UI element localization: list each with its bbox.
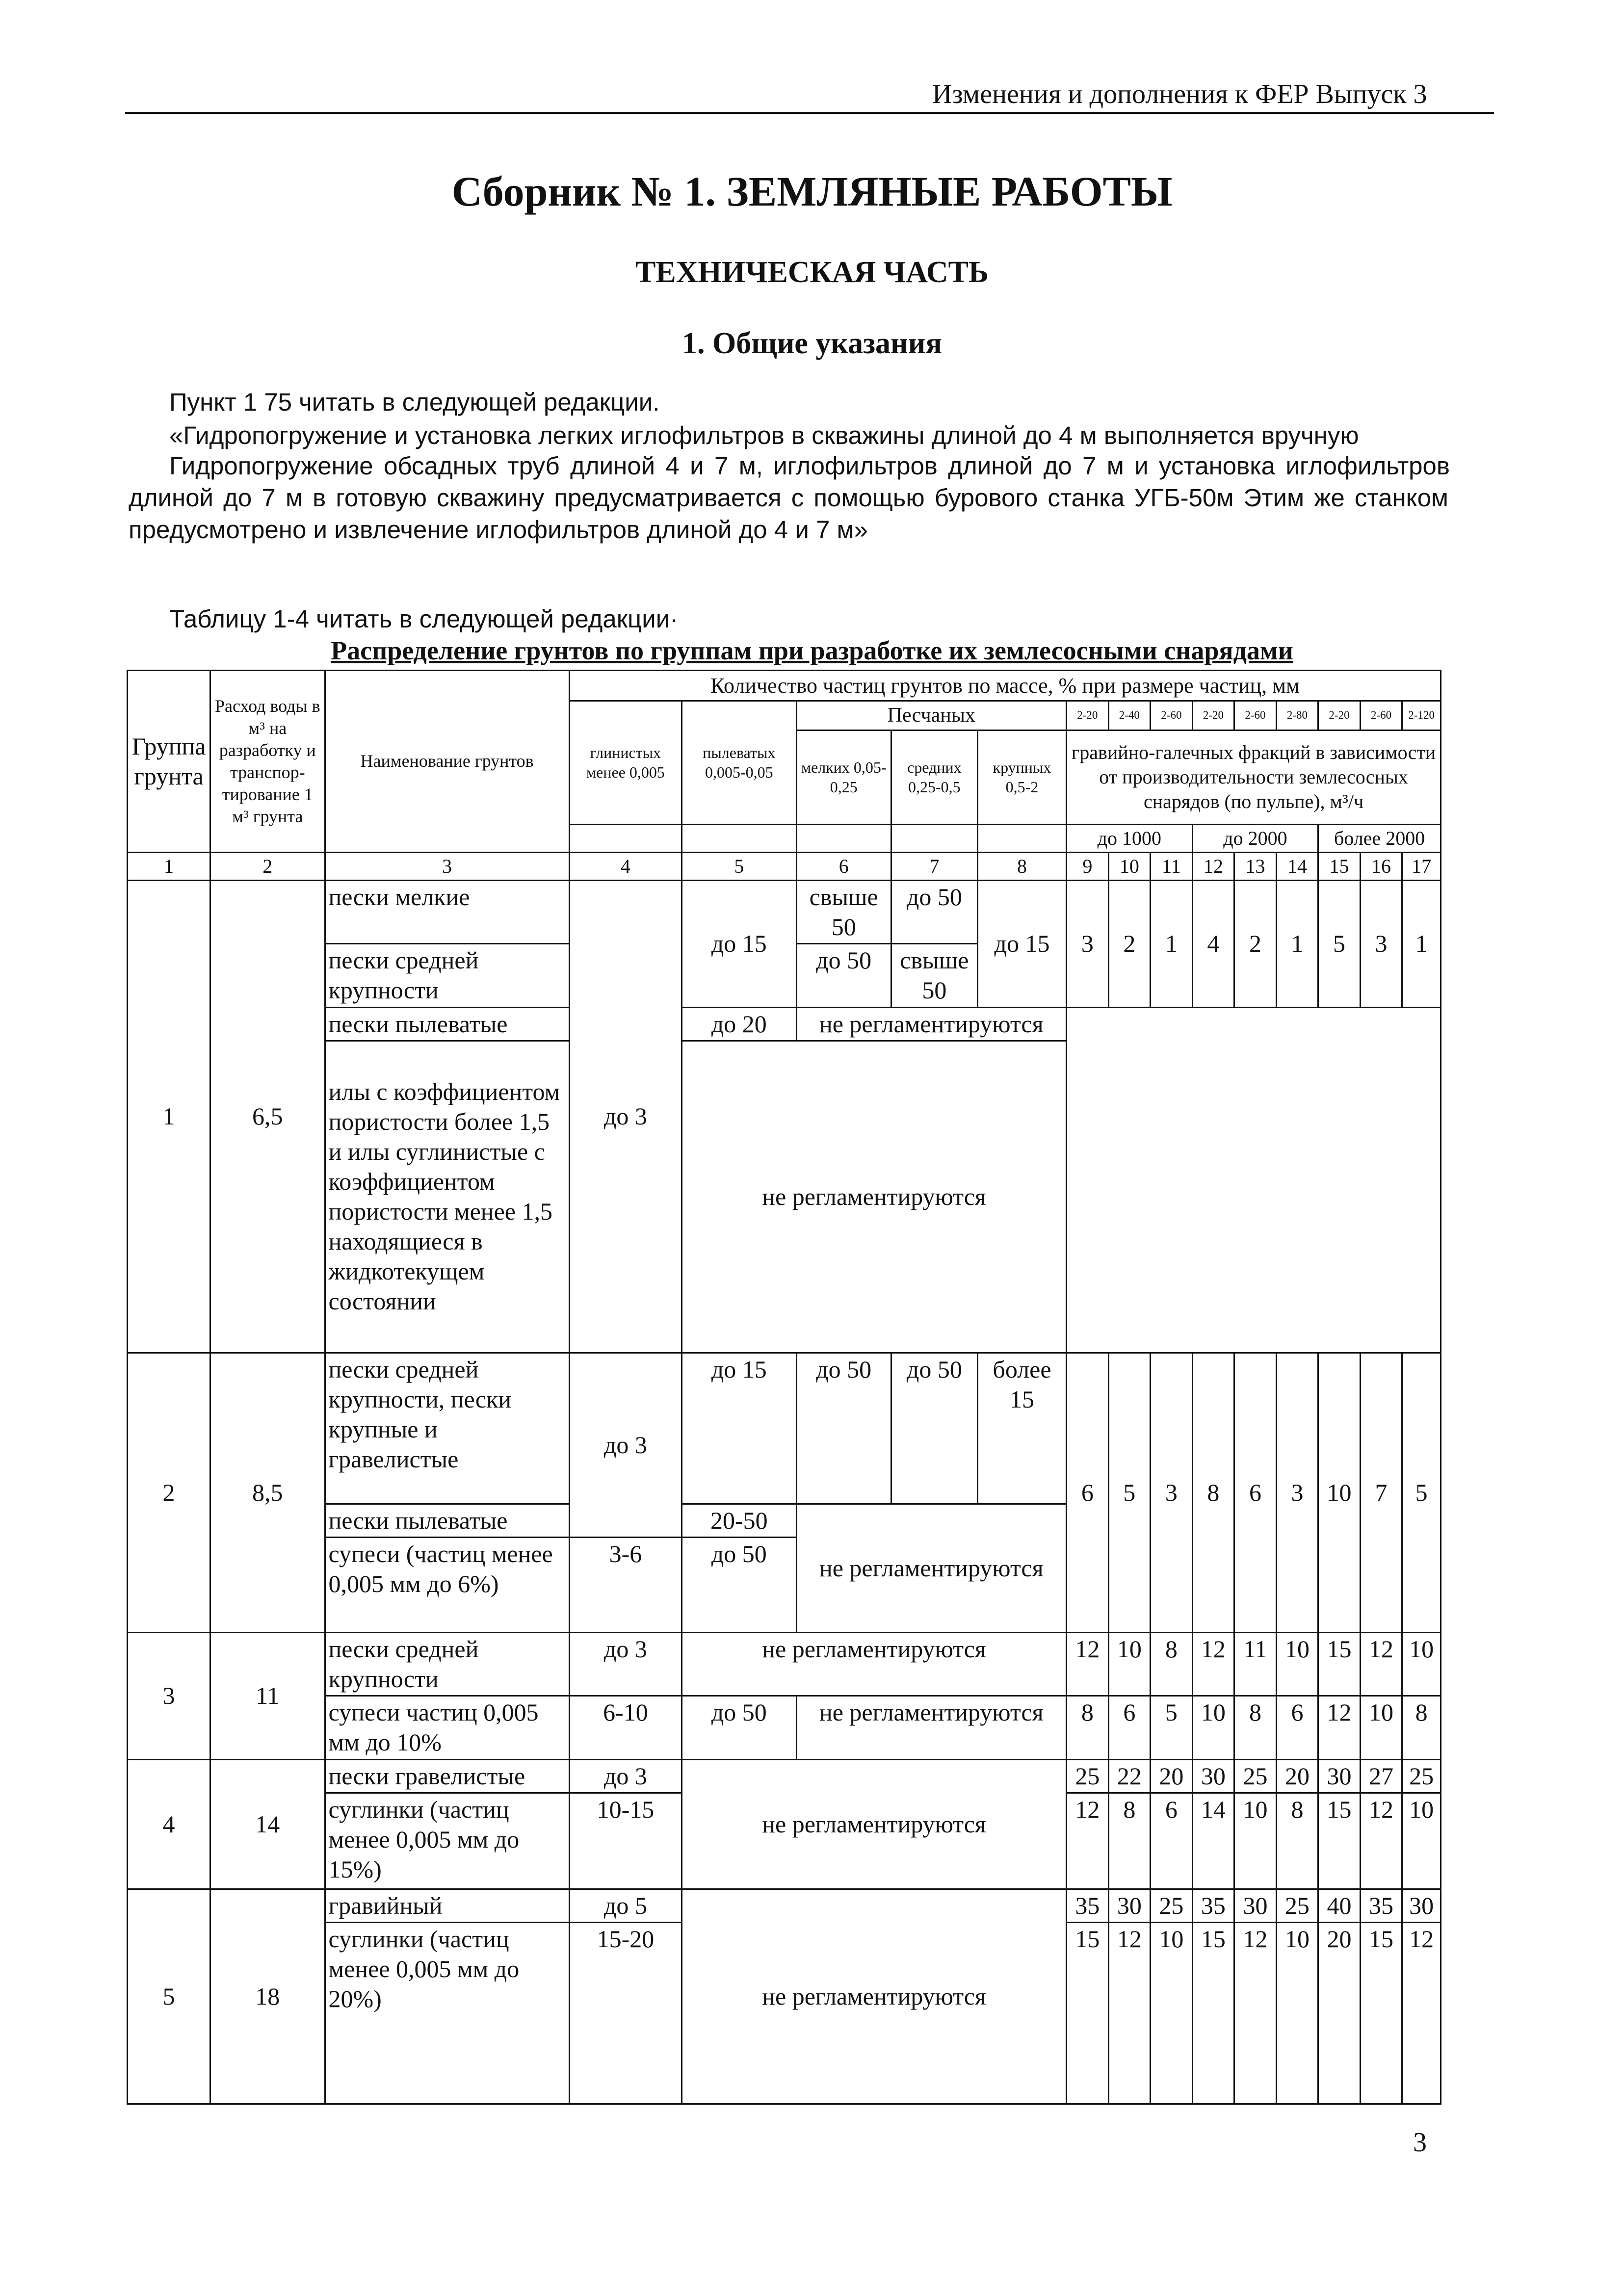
gravel-value: 15 — [1318, 1633, 1361, 1696]
column-number: 9 — [1067, 852, 1109, 880]
gravel-value: 12 — [1360, 1633, 1402, 1696]
column-number: 5 — [682, 852, 796, 880]
group-number: 2 — [128, 1353, 210, 1633]
gravel-value: 12 — [1067, 1793, 1109, 1889]
group-number: 5 — [128, 1889, 210, 2104]
column-number: 16 — [1360, 852, 1402, 880]
header-rule — [125, 112, 1494, 114]
gravel-value: 12 — [1402, 1922, 1441, 2104]
water-consumption: 8,5 — [210, 1353, 325, 1633]
header-sandy: Песчаных — [796, 701, 1066, 731]
soil-name: пески гравелистые — [325, 1759, 569, 1793]
clay-content: до 5 — [569, 1889, 681, 1922]
gravel-value: 30 — [1192, 1759, 1234, 1793]
gravel-value: 35 — [1192, 1889, 1234, 1922]
silt-content: до 50 — [682, 1696, 796, 1759]
not-regulated: не регламентируются — [796, 1504, 1066, 1633]
gravel-value: 15 — [1067, 1922, 1109, 2104]
gravel-value: 15 — [1192, 1922, 1234, 2104]
coarse-sand: до 15 — [977, 880, 1066, 1007]
header-name: Наименование грунтов — [325, 671, 569, 853]
paragraph-line: «Гидропогружение и установка легких иглофильтров в скважины длиной до 4 м выполняется вручную — [169, 421, 1359, 449]
soil-name: супеси частиц 0,005 мм до 10% — [325, 1696, 569, 1759]
gravel-value: 2 — [1108, 880, 1151, 1007]
soil-name: пески пылеватые — [325, 1504, 569, 1538]
empty-cell — [796, 824, 891, 852]
perf-up-to-1000: до 1000 — [1067, 824, 1193, 852]
gravel-value: 8 — [1192, 1353, 1234, 1633]
gravel-value: 12 — [1234, 1922, 1277, 2104]
gravel-value: 6 — [1234, 1353, 1277, 1633]
gravel-value: 10 — [1108, 1633, 1151, 1696]
soil-name: пески средней крупности — [325, 943, 569, 1007]
gravel-value: 30 — [1318, 1759, 1361, 1793]
gravel-value: 10 — [1402, 1633, 1441, 1696]
not-regulated: не регламентируются — [796, 1696, 1066, 1759]
running-header: Изменения и дополнения к ФЕР Выпуск 3 — [932, 79, 1427, 109]
fine-sand: до 50 — [796, 943, 891, 1007]
gravel-value: 15 — [1360, 1922, 1402, 2104]
gravel-value: 7 — [1360, 1353, 1402, 1633]
gravel-size: 2-20 — [1192, 701, 1234, 731]
medium-sand: свыше 50 — [891, 943, 977, 1007]
gravel-value: 6 — [1067, 1353, 1109, 1633]
gravel-size: 2-40 — [1108, 701, 1151, 731]
column-number: 7 — [891, 852, 977, 880]
gravel-value: 2 — [1234, 880, 1277, 1007]
water-consumption: 14 — [210, 1759, 325, 1889]
gravel-value: 6 — [1108, 1696, 1151, 1759]
soil-name: пески мелкие — [325, 880, 569, 943]
gravel-value: 1 — [1276, 880, 1318, 1007]
clay-content: до 3 — [569, 1633, 681, 1696]
page-number: 3 — [1413, 2127, 1427, 2158]
fine-sand: свыше 50 — [796, 880, 891, 943]
soil-name: пески средней крупности — [325, 1633, 569, 1696]
column-number: 15 — [1318, 852, 1361, 880]
gravel-value: 6 — [1151, 1793, 1193, 1889]
soil-name: гравийный — [325, 1889, 569, 1922]
not-regulated: не регламентируются — [682, 1633, 1067, 1696]
gravel-size: 2-20 — [1318, 701, 1361, 731]
clay-content: до 3 — [569, 1759, 681, 1793]
gravel-value: 8 — [1151, 1633, 1193, 1696]
column-number: 12 — [1192, 852, 1234, 880]
header-coarse: крупных 0,5-2 — [977, 730, 1066, 824]
gravel-value: 3 — [1067, 880, 1109, 1007]
empty-cell — [891, 824, 977, 852]
gravel-value: 27 — [1360, 1759, 1402, 1793]
paragraph-line: предусмотрено и извлечение иглофильтров длиной до 4 и 7 м» — [129, 516, 868, 544]
gravel-value: 1 — [1402, 880, 1441, 1007]
clay-content: 6-10 — [569, 1696, 681, 1759]
gravel-size: 2-120 — [1402, 701, 1441, 731]
gravel-value: 10 — [1276, 1633, 1318, 1696]
water-consumption: 18 — [210, 1889, 325, 2104]
soil-name: пески средней крупности, пески крупные и гравелистые — [325, 1353, 569, 1504]
soil-groups-table — [127, 670, 1441, 2105]
silt-content: до 15 — [682, 880, 796, 1007]
gravel-value: 25 — [1151, 1889, 1193, 1922]
header-fine: мелких 0,05-0,25 — [796, 730, 891, 824]
soil-name: пески пылеватые — [325, 1007, 569, 1041]
paragraph-line: длиной до 7 м в готовую скважину предусматривается с помощью бурового станка УГБ-50м Этим же станком — [129, 484, 1448, 512]
gravel-value: 25 — [1402, 1759, 1441, 1793]
gravel-value: 10 — [1276, 1922, 1318, 2104]
gravel-value: 10 — [1402, 1793, 1441, 1889]
gravel-value: 12 — [1318, 1696, 1361, 1759]
gravel-value: 20 — [1151, 1759, 1193, 1793]
gravel-value: 3 — [1151, 1353, 1193, 1633]
silt-content: до 15 — [682, 1353, 796, 1504]
column-number: 2 — [210, 852, 325, 880]
gravel-size: 2-60 — [1234, 701, 1277, 731]
column-number: 13 — [1234, 852, 1277, 880]
empty-cell — [682, 824, 796, 852]
column-number: 1 — [128, 852, 210, 880]
clay-content: 10-15 — [569, 1793, 681, 1889]
page-subtitle: ТЕХНИЧЕСКАЯ ЧАСТЬ — [635, 256, 989, 289]
perf-over-2000: более 2000 — [1318, 824, 1441, 852]
gravel-value: 11 — [1234, 1633, 1277, 1696]
medium-sand: до 50 — [891, 880, 977, 943]
group-number: 1 — [128, 880, 210, 1353]
soil-name: супеси (частиц менее 0,005 мм до 6%) — [325, 1538, 569, 1633]
header-silt: пылеватых 0,005-0,05 — [682, 701, 796, 825]
column-number: 11 — [1151, 852, 1193, 880]
gravel-value: 12 — [1108, 1922, 1151, 2104]
header-gravel: гравийно-галечных фракций в зависимости от производительности землесосных снарядов (по пульпе), м³/ч — [1067, 730, 1441, 824]
gravel-value: 8 — [1108, 1793, 1151, 1889]
water-consumption: 6,5 — [210, 880, 325, 1353]
gravel-value: 10 — [1318, 1353, 1361, 1633]
silt-content: 20-50 — [682, 1504, 796, 1538]
soil-name: суглинки (частиц менее 0,005 мм до 15%) — [325, 1793, 569, 1889]
page-title: Сборник № 1. ЗЕМЛЯНЫЕ РАБОТЫ — [451, 168, 1173, 215]
gravel-size: 2-60 — [1151, 701, 1193, 731]
not-regulated: не регламентируются — [682, 1889, 1067, 2104]
clay-content: 3-6 — [569, 1538, 681, 1633]
column-number: 10 — [1108, 852, 1151, 880]
gravel-value: 20 — [1276, 1759, 1318, 1793]
gravel-value: 10 — [1151, 1922, 1193, 2104]
coarse-sand: более 15 — [977, 1353, 1066, 1504]
fine-sand: до 50 — [796, 1353, 891, 1504]
gravel-value: 12 — [1360, 1793, 1402, 1889]
soil-name: илы с коэффициентом пористости более 1,5 и илы суглинистые с коэффициентом пористости менее 1,5 находящиеся в жидкотекущем состоянии — [325, 1041, 569, 1353]
gravel-size: 2-60 — [1360, 701, 1402, 731]
gravel-value: 35 — [1067, 1889, 1109, 1922]
gravel-size: 2-20 — [1067, 701, 1109, 731]
silt-content: до 20 — [682, 1007, 796, 1041]
empty-cell — [977, 824, 1066, 852]
gravel-value: 22 — [1108, 1759, 1151, 1793]
gravel-value: 5 — [1402, 1353, 1441, 1633]
column-number: 8 — [977, 852, 1066, 880]
gravel-value: 3 — [1276, 1353, 1318, 1633]
gravel-value: 20 — [1318, 1922, 1361, 2104]
gravel-value: 30 — [1402, 1889, 1441, 1922]
header-medium: средних 0,25-0,5 — [891, 730, 977, 824]
gravel-value: 5 — [1108, 1353, 1151, 1633]
gravel-value: 25 — [1234, 1759, 1277, 1793]
gravel-value: 12 — [1192, 1633, 1234, 1696]
gravel-value: 35 — [1360, 1889, 1402, 1922]
header-clay: глинистых менее 0,005 — [569, 701, 681, 825]
gravel-value: 5 — [1318, 880, 1361, 1007]
gravel-value: 14 — [1192, 1793, 1234, 1889]
gravel-value: 10 — [1360, 1696, 1402, 1759]
gravel-value: 25 — [1276, 1889, 1318, 1922]
water-consumption: 11 — [210, 1633, 325, 1759]
gravel-value: 30 — [1108, 1889, 1151, 1922]
gravel-value: 3 — [1360, 880, 1402, 1007]
gravel-value: 8 — [1234, 1696, 1277, 1759]
paragraph-line: Гидропогружение обсадных труб длиной 4 и 7 м, иглофильтров длиной до 7 м и установка иглофильтров — [169, 452, 1450, 480]
header-particles: Количество частиц грунтов по массе, % при размере частиц, мм — [569, 671, 1441, 701]
group-number: 3 — [128, 1633, 210, 1759]
clay-content: до 3 — [569, 1353, 681, 1538]
gravel-value: 5 — [1151, 1696, 1193, 1759]
header-water: Расход воды в м³ на разработку и транспор-тирование 1 м³ грунта — [210, 671, 325, 853]
empty-cell — [569, 824, 681, 852]
column-number: 17 — [1402, 852, 1441, 880]
paragraph-line: Пункт 1 75 читать в следующей редакции. — [169, 388, 660, 416]
gravel-value: 8 — [1276, 1793, 1318, 1889]
gravel-value: 10 — [1192, 1696, 1234, 1759]
gravel-value: 8 — [1067, 1696, 1109, 1759]
column-number: 14 — [1276, 852, 1318, 880]
gravel-value: 12 — [1067, 1633, 1109, 1696]
perf-up-to-2000: до 2000 — [1192, 824, 1318, 852]
table-title: Распределение грунтов по группам при разработке их землесосными снарядами — [331, 636, 1293, 665]
column-number: 6 — [796, 852, 891, 880]
gravel-value: 1 — [1151, 880, 1193, 1007]
clay-content: 15-20 — [569, 1922, 681, 2104]
section-heading: 1. Общие указания — [682, 327, 942, 360]
gravel-value: 10 — [1234, 1793, 1277, 1889]
gravel-size: 2-80 — [1276, 701, 1318, 731]
gravel-value: 8 — [1402, 1696, 1441, 1759]
silt-content: до 50 — [682, 1538, 796, 1633]
clay-content: до 3 — [569, 880, 681, 1353]
medium-sand: до 50 — [891, 1353, 977, 1504]
gravel-value: 4 — [1192, 880, 1234, 1007]
column-number: 3 — [325, 852, 569, 880]
gravel-value: 6 — [1276, 1696, 1318, 1759]
not-regulated: не регламентируются — [682, 1041, 1067, 1353]
not-regulated: не регламентируются — [796, 1007, 1066, 1041]
soil-name: суглинки (частиц менее 0,005 мм до 20%) — [325, 1922, 569, 2104]
gravel-value: 25 — [1067, 1759, 1109, 1793]
not-regulated: не регламентируются — [682, 1759, 1067, 1889]
table-intro: Таблицу 1-4 читать в следующей редакции· — [169, 605, 679, 633]
gravel-value: 40 — [1318, 1889, 1361, 1922]
column-number: 4 — [569, 852, 681, 880]
empty-cell — [1067, 1007, 1441, 1353]
gravel-value: 15 — [1318, 1793, 1361, 1889]
group-number: 4 — [128, 1759, 210, 1889]
gravel-value: 30 — [1234, 1889, 1277, 1922]
header-group: Группа грунта — [128, 671, 210, 853]
